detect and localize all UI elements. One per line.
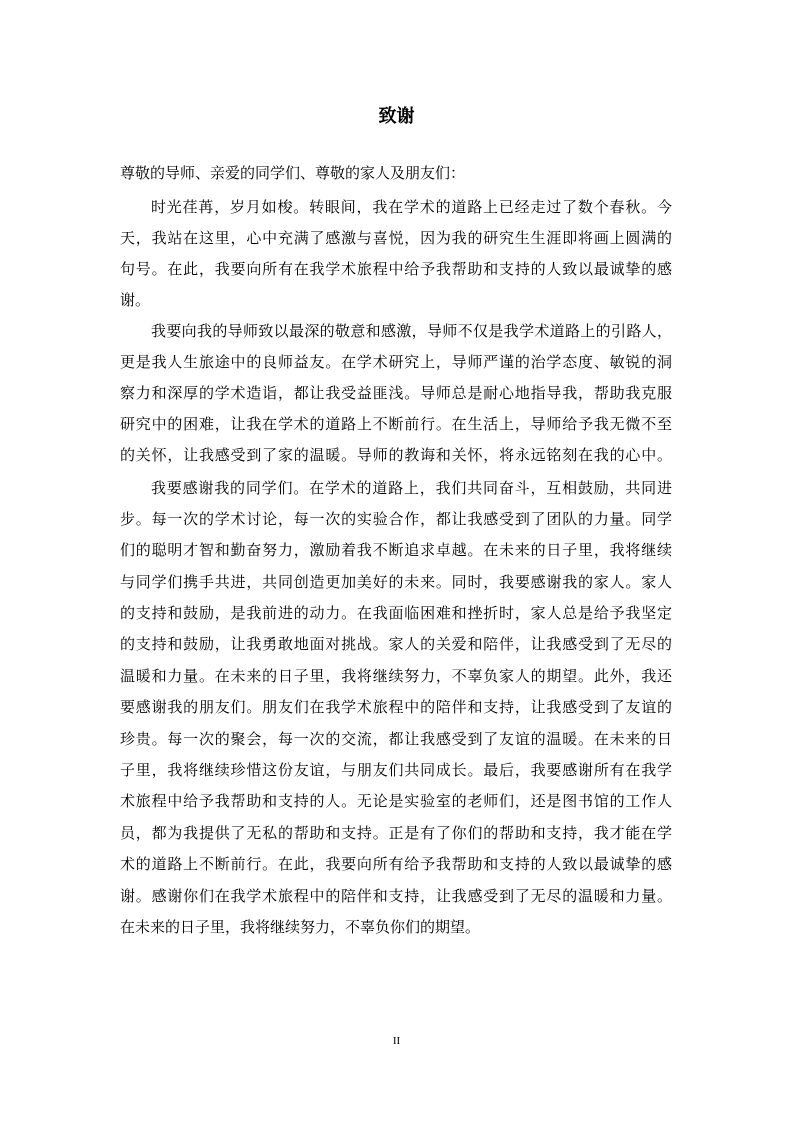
paragraph-classmates-family-friends [120,473,672,944]
paragraph-line: 句号。在此，我要向所有在我学术旅程中给予我帮助和支持的人致以最诚挚的感 [120,259,672,278]
salutation: 尊敬的导师、亲爱的同学们、尊敬的家人及朋友们： [120,163,466,182]
paragraph-line: 的关怀，让我感受到了家的温暖。导师的教诲和关怀，将永远铭刻在我的心中。 [120,445,672,464]
page-number: II [392,1035,401,1047]
paragraph-line: 我要感谢我的同学们。在学术的道路上，我们共同奋斗，互相鼓励，共同进 [151,478,672,497]
paragraph-line: 子里，我将继续珍惜这份友谊，与朋友们共同成长。最后，我要感谢所有在我学 [120,761,672,780]
paragraph-gratitude-intro [120,192,672,316]
paragraph-line: 要感谢我的朋友们。朋友们在我学术旅程中的陪伴和支持，让我感受到了友谊的 [120,698,672,717]
paragraph-line: 的支持和鼓励，让我勇敢地面对挑战。家人的关爱和陪伴，让我感受到了无尽的 [120,635,672,654]
paragraph-line: 在未来的日子里，我将继续努力，不辜负你们的期望。 [120,917,481,936]
paragraph-line: 术旅程中给予我帮助和支持的人。无论是实验室的老师们，还是图书馆的工作人 [120,792,672,811]
paragraph-line: 员，都为我提供了无私的帮助和支持。正是有了你们的帮助和支持，我才能在学 [120,823,672,842]
paragraph-line: 研究中的困难，让我在学术的道路上不断前行。在生活上，导师给予我无微不至 [120,414,672,433]
paragraph-line: 与同学们携手共进，共同创造更加美好的未来。同时，我要感谢我的家人。家人 [120,572,672,591]
paragraph-line: 的支持和鼓励，是我前进的动力。在我面临困难和挫折时，家人总是给予我坚定 [120,604,672,623]
paragraph-line: 谢。 [120,290,151,309]
paragraph-line: 谢。感谢你们在我学术旅程中的陪伴和支持，让我感受到了无尽的温暖和力量。 [120,886,672,905]
page-title: 致谢 [378,106,415,127]
paragraph-line: 们的聪明才智和勤奋努力，激励着我不断追求卓越。在未来的日子里，我将继续 [120,541,672,560]
paragraph-line: 步。每一次的学术讨论，每一次的实验合作，都让我感受到了团队的力量。同学 [120,509,672,528]
paragraph-line: 天，我站在这里，心中充满了感激与喜悦，因为我的研究生生涯即将画上圆满的 [120,228,672,247]
paragraph-advisor [120,316,672,471]
paragraph-line: 温暖和力量。在未来的日子里，我将继续努力，不辜负家人的期望。此外，我还 [120,666,672,685]
paragraph-line: 察力和深厚的学术造诣，都让我受益匪浅。导师总是耐心地指导我，帮助我克服 [120,383,672,402]
paragraph-line: 术的道路上不断前行。在此，我要向所有给予我帮助和支持的人致以最诚挚的感 [120,855,672,874]
paragraph-line: 更是我人生旅途中的良师益友。在学术研究上，导师严谨的治学态度、敏锐的洞 [120,352,672,371]
paragraph-line: 时光荏苒，岁月如梭。转眼间，我在学术的道路上已经走过了数个春秋。今 [151,197,672,216]
paragraph-line: 珍贵。每一次的聚会，每一次的交流，都让我感受到了友谊的温暖。在未来的日 [120,729,672,748]
paragraph-line: 我要向我的导师致以最深的敬意和感激，导师不仅是我学术道路上的引路人， [151,321,672,340]
document-body [120,158,672,944]
